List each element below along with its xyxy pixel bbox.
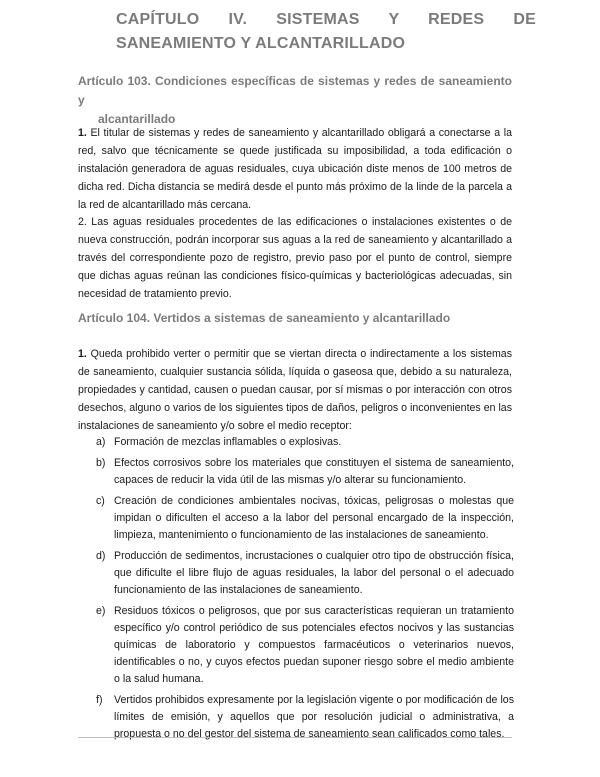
list-item-letter: a) bbox=[96, 436, 106, 448]
list-item-text: Producción de sedimentos, incrustaciones o cualquier otro tipo de obstrucción física, que dificulte el libre flujo de aguas residuales, la labor del personal o el adecuado funcionamiento de las instalaciones de saneamiento. bbox=[114, 550, 514, 596]
list-item-letter: c) bbox=[96, 495, 105, 507]
list-item-letter: e) bbox=[96, 605, 106, 617]
list-item bbox=[96, 603, 514, 688]
paragraph-number: 1. bbox=[78, 127, 87, 139]
list-item bbox=[96, 434, 514, 451]
list-item-text: Formación de mezclas inflamables o explosivas. bbox=[114, 436, 342, 448]
article-104-heading: Artículo 104. Vertidos a sistemas de saneamiento y alcantarillado bbox=[78, 311, 451, 325]
list-item-text: Vertidos prohibidos expresamente por la legislación vigente o por modificación de los límites de emisión, y aquellos que por resolución judicial o administrativa, a propuesta o no del gestor del sistema de saneamiento sean calificados como tales. bbox=[114, 694, 514, 740]
article-103-paragraph-2: 2. Las aguas residuales procedentes de las edificaciones o instalaciones existentes o de nueva construcción, podrán incorporar sus aguas a la red de saneamiento y alcantarillado a través del correspondiente pozo de registro, previo paso por el punto de control, siempre que dichas aguas reúnan las condiciones físico-químicas y bacteriológicas adecuadas, sin necesidad de tratamiento previo. bbox=[78, 216, 512, 300]
list-item bbox=[96, 493, 514, 544]
article-103-paragraph-1 bbox=[78, 124, 512, 214]
article-103-heading-line2: alcantarillado bbox=[98, 112, 176, 126]
list-item bbox=[96, 548, 514, 599]
article-103-heading-line1: Artículo 103. Condiciones específicas de sistemas y redes de saneamiento y bbox=[78, 74, 512, 107]
article-104-paragraph-1 bbox=[78, 345, 512, 435]
footer-divider bbox=[78, 737, 512, 738]
list-item bbox=[96, 692, 514, 743]
chapter-title: CAPÍTULO IV. SISTEMAS Y REDES DE SANEAMIENTO Y ALCANTARILLADO bbox=[116, 11, 536, 52]
article-103-heading bbox=[78, 72, 512, 129]
paragraph-text: Queda prohibido verter o permitir que se viertan directa o indirectamente a los sistemas de saneamiento, cualquier sustancia sólida, líquida o gaseosa que, debido a su naturaleza, propiedades y cantidad, causen o puedan causar, por sí mismas o por interacción con otros desechos, alguno o varios de los siguientes tipos de daños, peligros o inconvenientes en las instalaciones de saneamiento y/o sobre el medio receptor: bbox=[78, 348, 512, 432]
list-item-letter: f) bbox=[96, 694, 103, 706]
list-item-text: Efectos corrosivos sobre los materiales que constituyen el sistema de saneamiento, capaces de reducir la vida útil de las mismas y/o alterar su funcionamiento. bbox=[114, 457, 514, 486]
list-item-text: Creación de condiciones ambientales nocivas, tóxicas, peligrosas o molestas que impidan o dificulten el acceso a la labor del personal encargado de la inspección, limpieza, mantenimiento o funcionamiento de las instalaciones de saneamiento. bbox=[114, 495, 514, 541]
list-item-letter: d) bbox=[96, 550, 106, 562]
list-item-text: Residuos tóxicos o peligrosos, que por sus características requieran un tratamiento específico y/o control periódico de sus potenciales efectos nocivos y las sustancias químicas de laboratorio y compuestos farmacéuticos o veterinarios nuevos, identificables o no, y cuyos efectos puedan suponer riesgo sobre el medio ambiente o la salud humana. bbox=[114, 605, 514, 685]
paragraph-text: El titular de sistemas y redes de saneamiento y alcantarillado obligará a conectarse a la red, salvo que técnicamente se quede justificada su imposibilidad, a toda edificación o instalación generadora de aguas residuales, cuya ubicación diste menos de 100 metros de dicha red. Dicha distancia se medirá desde el punto más próximo de la linde de la parcela a la red de alcantarillado más cercana. bbox=[78, 127, 512, 211]
list-item-letter: b) bbox=[96, 457, 106, 469]
damage-types-list bbox=[96, 434, 514, 747]
list-item bbox=[96, 455, 514, 489]
paragraph-number: 1. bbox=[78, 348, 87, 360]
